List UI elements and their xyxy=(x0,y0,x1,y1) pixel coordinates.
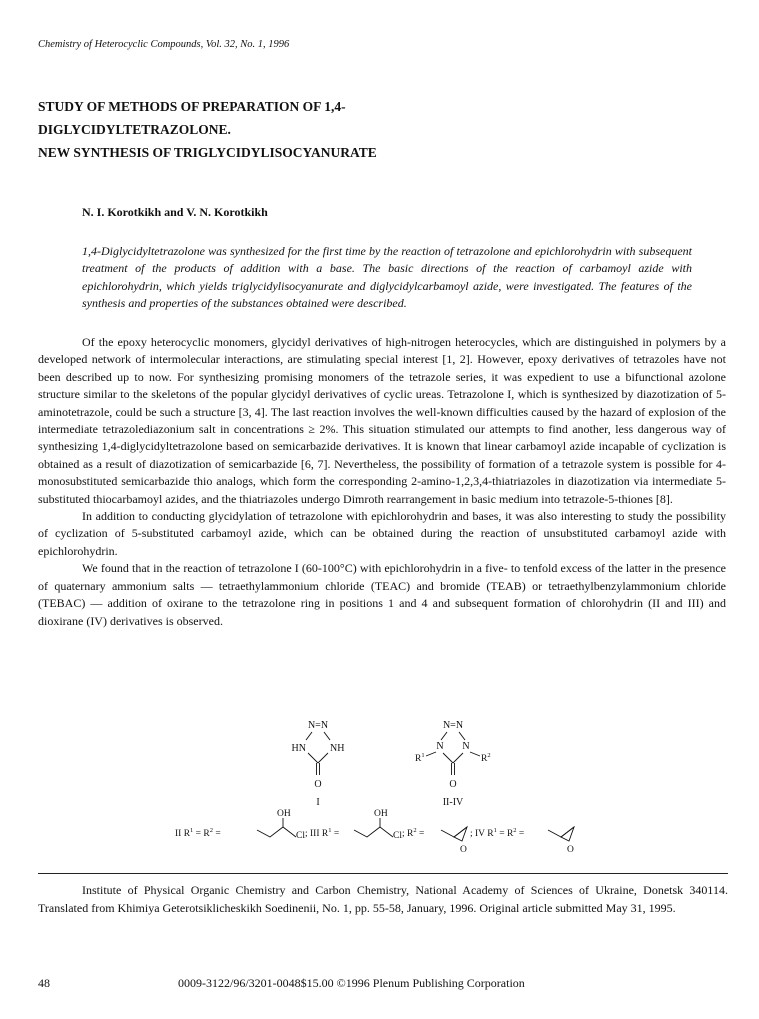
copyright-line: 0009-3122/96/3201-0048$15.00 ©1996 Plenum Publishing Corporation xyxy=(178,976,525,990)
page-number: 48 xyxy=(38,976,50,990)
struct-ii-nn: N=N xyxy=(442,720,464,731)
struct-ii-n1: N xyxy=(436,741,444,752)
journal-header: Chemistry of Heterocyclic Compounds, Vol. 32, No. 1, 1996 xyxy=(38,39,290,50)
authors: N. I. Korotkikh and V. N. Korotkikh xyxy=(82,205,268,219)
structure-ii-iv xyxy=(415,720,491,808)
chlorohydrin-chain-iii xyxy=(354,827,393,837)
chlorohydrin-chain-ii xyxy=(257,827,296,837)
bond xyxy=(306,732,312,740)
def-iii-prefix: ; III $R^1$ = xyxy=(305,827,340,839)
substituent-definitions xyxy=(175,809,574,855)
paragraph-1: Of the epoxy heterocyclic monomers, glycidyl derivatives of high-nitrogen heterocycles, which are distinguished in polymers by a developed network of intermolecular interactions, are stimulating special interest [1, 2]. However, epoxy derivatives of tetrazoles have not been described up to now. For synthesizing promising monomers of the tetrazole series, it was expedient to use a bifunctional azolone structure similar to the skeletons of the popular glycidyl derivatives of cyclic ureas. Tetrazolone I, which is synthesized by diazotization of 5-aminotetrazole, could be such a structure [3, 4]. The last reaction involves the well-known difficulties caused by the hazard of explosion of the intermediate tetrazolediazonium salt in concentrations ≥ 2%. This situation stimulated our attempts to find another, less dangerous way of synthesizing 1,4-diglycidyltetrazolone based on semicarbazide derivatives. It is known that linear carbamoyl azide incapable of cyclization is obtained as a result of diazotization of semicarbazide [6, 7]. Nevertheless, the possibility of formation of a tetrazole system is possible for 4-monosubstituted semicarbazide thio analogs, which form the corresponding 2-amino-1,2,3,4-thiatriazoles in diazotization via intermediate 5-substituted thiocarbamoyl azides, and the thiatriazoles undergo Dimroth rearrangement in basic medium into tetrazole-5-thiones [8]. xyxy=(38,335,726,506)
struct-i-nh: NH xyxy=(330,743,345,754)
def-iii-r2: ; $R^2$ = xyxy=(402,827,425,839)
structure-i xyxy=(292,720,345,808)
glycidyl-chain-iii xyxy=(441,827,467,837)
bond xyxy=(453,753,463,763)
title-line-2: DIGLYCIDYLTETRAZOLONE. xyxy=(38,122,231,137)
struct-ii-label: II-IV xyxy=(442,797,464,808)
body-text xyxy=(38,334,726,630)
abstract: 1,4-Diglycidyltetrazolone was synthesized for the first time by the reaction of tetrazolone and epichlorohydrin with subsequent treatment of the products of addition with a base. The basic directions of the reaction of carbamoyl azide with epichlorohydrin, which yields triglycidylisocyanurate and diglycidylcarbamoyl azide, were investigated. The features of the synthesis and properties of the substances obtained were described. xyxy=(82,244,692,310)
def-iii-epox-o: O xyxy=(460,845,467,855)
bond xyxy=(318,753,328,763)
bond xyxy=(459,732,465,740)
def-ii-oh: OH xyxy=(277,809,291,819)
footnote: Institute of Physical Organic Chemistry and Carbon Chemistry, National Academy of Sciences of Ukraine, Donetsk 340114. Translated from Khimiya Geterotsiklicheskikh Soedinenii, No. 1, pp. 55-58, January, 1996. Original article submitted May 31, 1995. xyxy=(38,883,728,915)
struct-i-nn: N=N xyxy=(307,720,329,731)
bond xyxy=(441,732,447,740)
def-iv-epox-o: O xyxy=(567,845,574,855)
article-title xyxy=(38,95,638,164)
struct-ii-n4: N xyxy=(462,741,470,752)
def-iii-cl: Cl xyxy=(393,831,402,841)
epoxide-ring-iii xyxy=(454,827,467,841)
def-ii-prefix: II $R^1 = R^2$ = xyxy=(175,827,221,839)
struct-ii-o: O xyxy=(449,779,457,790)
paragraph-2: In addition to conducting glycidylation of tetrazolone with epichlorohydrin and bases, it was also interesting to study the possibility of cyclization of 5-substituted carbamoyl azide, which can be obtained during the reaction of unsubstituted carbamoyl azide with epichlorohydrin. xyxy=(38,509,726,558)
bond xyxy=(443,753,453,763)
def-ii-cl: Cl xyxy=(296,831,305,841)
epoxide-ring-iv xyxy=(561,827,574,841)
def-iv-prefix: ; IV $R^1 = R^2$ = xyxy=(470,827,525,839)
paragraph-3: We found that in the reaction of tetrazolone I (60-100°C) with epichlorohydrin in a five- to tenfold excess of the latter in the presence of quaternary ammonium salts — tetraethylammonium chloride (TEAC) and bromide (TEAB) or tetraethylbenzylammonium chloride (TEBAC) — addition of oxirane to the tetrazolone ring in positions 1 and 4 and subsequent formation of chlorohydrin (II and III) and dioxirane (IV) derivatives is observed. xyxy=(38,561,726,628)
struct-i-hn: HN xyxy=(291,743,306,754)
bond xyxy=(324,732,330,740)
title-line-3: NEW SYNTHESIS OF TRIGLYCIDYLISOCYANURATE xyxy=(38,145,377,160)
bond xyxy=(426,752,436,756)
bond xyxy=(470,752,480,756)
structures-figure xyxy=(0,715,759,865)
glycidyl-chain-iv xyxy=(548,827,574,837)
footnote-divider xyxy=(38,873,728,874)
def-iii-oh: OH xyxy=(374,809,388,819)
title-line-1: STUDY OF METHODS OF PREPARATION OF 1,4- xyxy=(38,99,346,114)
struct-ii-r2: $R^2$ xyxy=(481,752,491,764)
struct-ii-r1: $R^1$ xyxy=(415,752,425,764)
bond xyxy=(308,753,318,763)
struct-i-label: I xyxy=(316,797,320,808)
struct-i-o: O xyxy=(314,779,322,790)
chemical-structures xyxy=(0,715,759,865)
